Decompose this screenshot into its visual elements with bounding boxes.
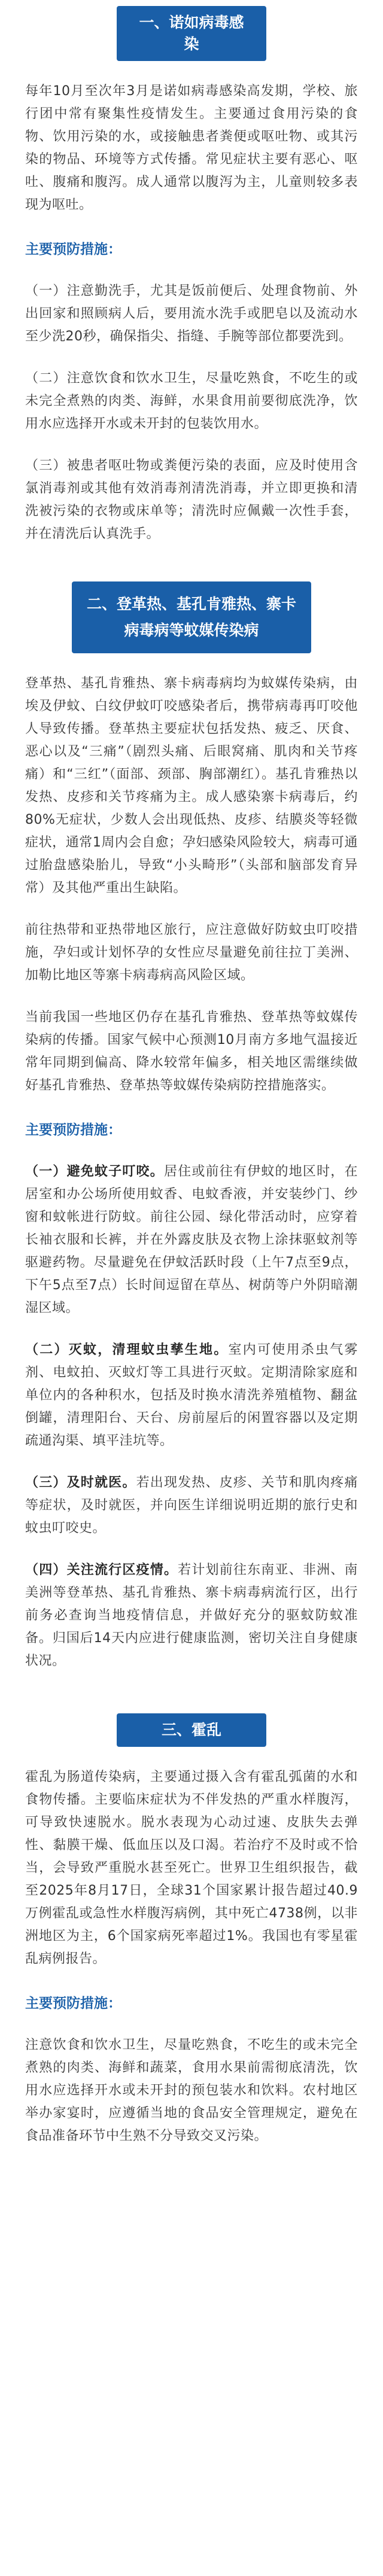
measure-text: 室内可使用杀虫气雾剂、电蚊拍、灭蚊灯等工具进行灭蚊。定期清除家庭和单位内的各种积水，包括及时换水清洗养殖植物、翻盆倒罐，清理阳台、天台、房前屋后的闲置容器以及定期疏通沟渠、填平洼坑等。 xyxy=(25,1342,358,1448)
section-3-heading: 三、霍乱 xyxy=(117,1713,266,1747)
section-1-heading: 一、诺如病毒感染 xyxy=(117,6,266,61)
section-2-measure-1 xyxy=(25,1161,358,1320)
section-1-measure-2: （二）注意饮食和饮水卫生，尽量吃熟食，不吃生的或未完全煮熟的肉类、海鲜，水果食用前要彻底洗净，饮用水应选择开水或未开封的包装饮用水。 xyxy=(25,371,358,431)
section-2-measure-2 xyxy=(25,1339,358,1453)
measure-text: 若出现发热、皮疹、关节和肌肉疼痛等症状，及时就医，并向医生详细说明近期的旅行史和蚊虫叮咬史。 xyxy=(25,1475,358,1536)
section-2-measures-title: 主要预防措施： xyxy=(25,1122,121,1138)
section-1-intro: 每年10月至次年3月是诺如病毒感染高发期，学校、旅行团中常有聚集性疫情发生。主要通过食用污染的食物、饮用污染的水，或接触患者粪便或呕吐物、或其污染的物品、环境等方式传播。常见症状主要有恶心、呕吐、腹痛和腹泻。成人通常以腹泻为主，儿童则较多表现为呕吐。 xyxy=(25,84,358,212)
section-2-measure-4 xyxy=(25,1559,358,1673)
section-1-heading-wrap xyxy=(25,6,358,61)
section-2-current-situation: 当前我国一些地区仍存在基孔肯雅热、登革热等蚊媒传染病的传播。国家气候中心预测10月南方多地气温接近常年同期到偏高、降水较常年偏多，相关地区需继续做好基孔肯雅热、登革热等蚊媒传染病防控措施落实。 xyxy=(25,1010,358,1093)
section-2-intro: 登革热、基孔肯雅热、寨卡病毒病均为蚊媒传染病，由埃及伊蚊、白纹伊蚊叮咬感染者后，携带病毒再叮咬他人导致传播。登革热主要症状包括发热、疲乏、厌食、恶心以及“三痛”（剧烈头痛、后眼窝痛、肌肉和关节疼痛）和“三红”（面部、颈部、胸部潮红）。基孔肯雅热以发热、皮疹和关节疼痛为主。成人感染寨卡病毒后，约80%无症状，少数人会出现低热、皮疹、结膜炎等轻微症状，通常1周内会自愈；孕妇感染风险较大，病毒可通过胎盘感染胎儿，导致“小头畸形”（头部和脑部发育异常）及其他严重出生缺陷。 xyxy=(25,676,358,896)
section-3-measures-title: 主要预防措施： xyxy=(25,1996,121,2011)
section-1-measure-1: （一）注意勤洗手，尤其是饭前便后、处理食物前、外出回家和照顾病人后，要用流水洗手或肥皂以及流动水至少洗20秒，确保指尖、指缝、手腕等部位都要洗到。 xyxy=(25,284,358,344)
measure-lead: （一）避免蚊子叮咬。 xyxy=(25,1164,164,1179)
measure-text: 居住或前往有伊蚊的地区时，在居室和办公场所使用蚊香、电蚊香液，并安装纱门、纱窗和蚊帐进行防蚊。前往公园、绿化带活动时，应穿着长袖衣服和长裤，并在外露皮肤及衣物上涂抹驱蚊剂等驱避药物。尽量避免在伊蚊活跃时段（上午7点至9点，下午5点至7点）长时间逗留在草丛、树荫等户外阴暗潮湿区域。 xyxy=(25,1164,358,1316)
section-2-heading: 二、登革热、基孔肯雅热、寨卡病毒病等蚊媒传染病 xyxy=(72,581,311,653)
measure-lead: （四）关注流行区疫情。 xyxy=(25,1563,178,1578)
measure-text: 若计划前往东南亚、非洲、南美洲等登革热、基孔肯雅热、寨卡病毒病流行区，出行前务必查询当地疫情信息，并做好充分的驱蚊防蚊准备。归国后14天内应进行健康监测，密切关注自身健康状况。 xyxy=(25,1563,358,1668)
top-spacer xyxy=(25,0,358,6)
measure-lead: （三）及时就医。 xyxy=(25,1475,136,1490)
measure-lead: （二）灭蚊，清理蚊虫孳生地。 xyxy=(25,1342,229,1357)
section-1-measure-3: （三）被患者呕吐物或粪便污染的表面，应及时使用含氯消毒剂或其他有效消毒剂清洗消毒，并立即更换和清洗被污染的衣物或床单等；清洗时应佩戴一次性手套，并在清洗后认真洗手。 xyxy=(25,458,358,541)
section-3-measures-text: 注意饮食和饮水卫生，尽量吃熟食，不吃生的或未完全煮熟的肉类、海鲜和蔬菜，食用水果前需彻底清洗，饮用水应选择开水或未开封的预包装水和饮料。农村地区举办家宴时，应遵循当地的食品安全管理规定，避免在食品准备环节中生熟不分导致交叉污染。 xyxy=(25,2038,358,2143)
section-3-intro: 霍乱为肠道传染病，主要通过摄入含有霍乱弧菌的水和食物传播。主要临床症状为不伴发热的严重水样腹泻，可导致快速脱水。脱水表现为心动过速、皮肤失去弹性、黏膜干燥、低血压以及口渴。若治疗不及时或不恰当，会导致严重脱水甚至死亡。世界卫生组织报告，截至2025年8月17日，全球31个国家累计报告超过40.9万例霍乱或急性水样腹泻病例，其中死亡4738例，以非洲地区为主，6个国家病死率超过1%。我国也有零星霍乱病例报告。 xyxy=(25,1770,358,1966)
section-2-measure-3 xyxy=(25,1472,358,1540)
section-2-heading-wrap xyxy=(25,546,358,653)
section-3-heading-wrap xyxy=(25,1673,358,1747)
section-1-measures-title: 主要预防措施： xyxy=(25,242,121,257)
section-2-travel-advice: 前往热带和亚热带地区旅行，应注意做好防蚊虫叮咬措施，孕妇或计划怀孕的女性应尽量避免前往拉丁美洲、加勒比地区等寨卡病毒病高风险区域。 xyxy=(25,922,358,983)
